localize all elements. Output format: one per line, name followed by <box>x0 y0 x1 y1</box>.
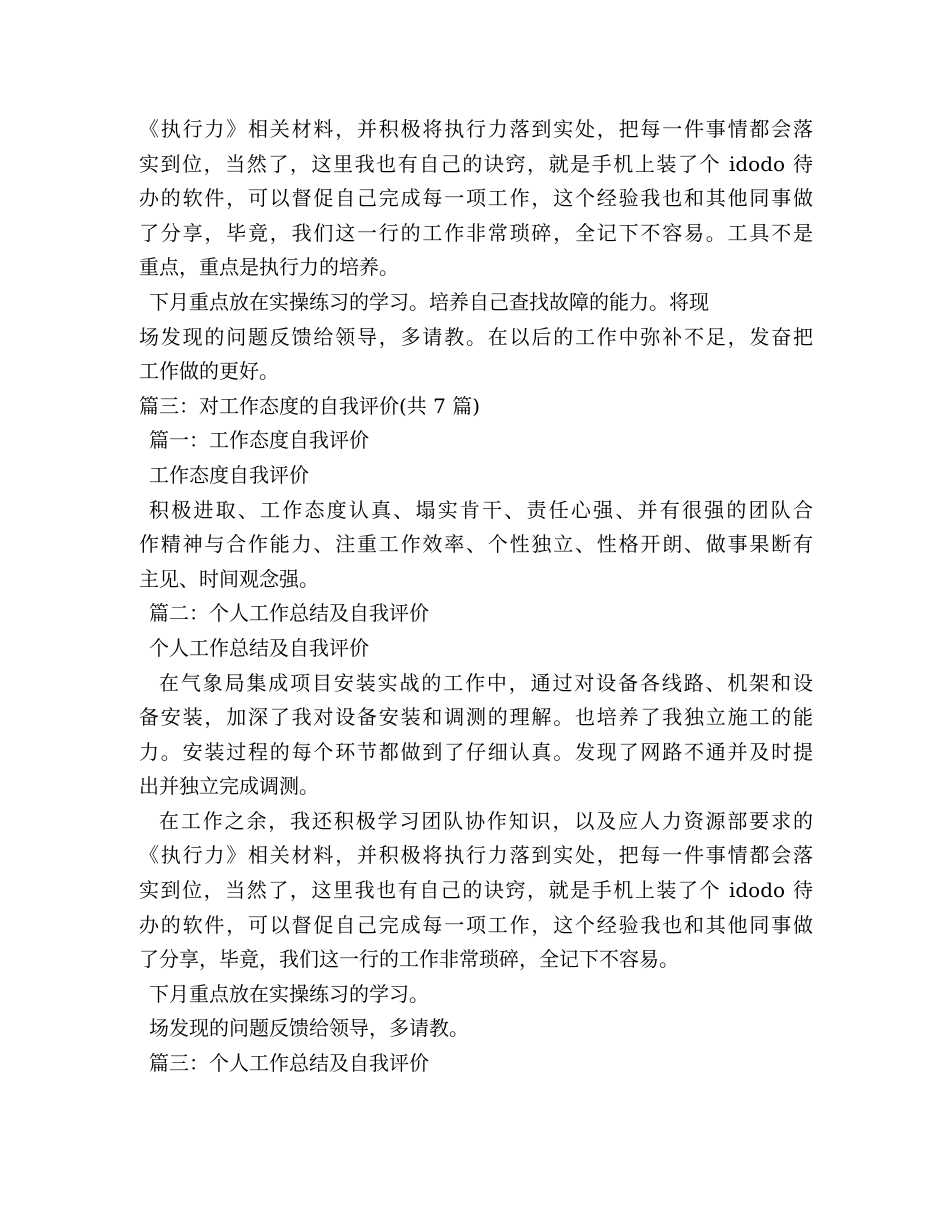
section-heading: 篇三：个人工作总结及自我评价 <box>149 1051 429 1076</box>
section-heading: 篇二：个人工作总结及自我评价 <box>149 601 429 626</box>
paragraph-line: 《执行力》相关材料，并积极将执行力落到实处，把每一件事情都会落 <box>139 843 813 868</box>
paragraph-line: 了分享，毕竟，我们这一行的工作非常琐碎，全记下不容易。 <box>139 947 679 972</box>
paragraph-line: 在气象局集成项目安装实战的工作中，通过对设备各线路、机架和设 <box>159 670 813 695</box>
paragraph-line: 场发现的问题反馈给领导，多请教。在以后的工作中弥补不足，发奋把 <box>139 324 813 349</box>
paragraph-line: 重点，重点是执行力的培养。 <box>139 255 399 280</box>
document-page <box>139 112 813 1081</box>
paragraph-line: 出并独立完成调测。 <box>139 774 319 799</box>
paragraph-line: 办的软件，可以督促自己完成每一项工作，这个经验我也和其他同事做 <box>139 912 813 937</box>
paragraph-line: 作精神与合作能力、注重工作效率、个性独立、性格开朗、做事果断有 <box>139 532 813 557</box>
paragraph-line: 场发现的问题反馈给领导，多请教。 <box>149 1016 469 1041</box>
paragraph-line: 了分享，毕竟，我们这一行的工作非常琐碎，全记下不容易。工具不是 <box>139 220 813 245</box>
section-heading: 篇一：工作态度自我评价 <box>149 428 369 453</box>
section-title: 个人工作总结及自我评价 <box>149 635 369 660</box>
paragraph-line: 实到位，当然了，这里我也有自己的诀窍，就是手机上装了个 idodo 待 <box>139 878 813 903</box>
section-title: 工作态度自我评价 <box>149 462 309 487</box>
paragraph-line: 力。安装过程的每个环节都做到了仔细认真。发现了网路不通并及时提 <box>139 739 813 764</box>
section-heading: 篇三：对工作态度的自我评价(共 7 篇) <box>139 393 481 418</box>
paragraph-line: 《执行力》相关材料，并积极将执行力落到实处，把每一件事情都会落 <box>139 117 813 141</box>
paragraph-line: 在工作之余，我还积极学习团队协作知识，以及应人力资源部要求的 <box>159 808 813 833</box>
paragraph-line: 备安装，加深了我对设备安装和调测的理解。也培养了我独立施工的能 <box>139 705 813 730</box>
paragraph-line: 办的软件，可以督促自己完成每一项工作，这个经验我也和其他同事做 <box>139 186 813 211</box>
paragraph-line: 积极进取、工作态度认真、塌实肯干、责任心强、并有很强的团队合 <box>149 497 813 522</box>
paragraph-line: 实到位，当然了，这里我也有自己的诀窍，就是手机上装了个 idodo 待 <box>139 151 813 176</box>
paragraph-line: 工作做的更好。 <box>139 359 279 384</box>
paragraph-line: 下月重点放在实操练习的学习。 <box>149 981 429 1006</box>
paragraph-line: 主见、时间观念强。 <box>139 566 319 591</box>
paragraph-line: 下月重点放在实操练习的学习。培养自己查找故障的能力。将现 <box>149 289 709 314</box>
